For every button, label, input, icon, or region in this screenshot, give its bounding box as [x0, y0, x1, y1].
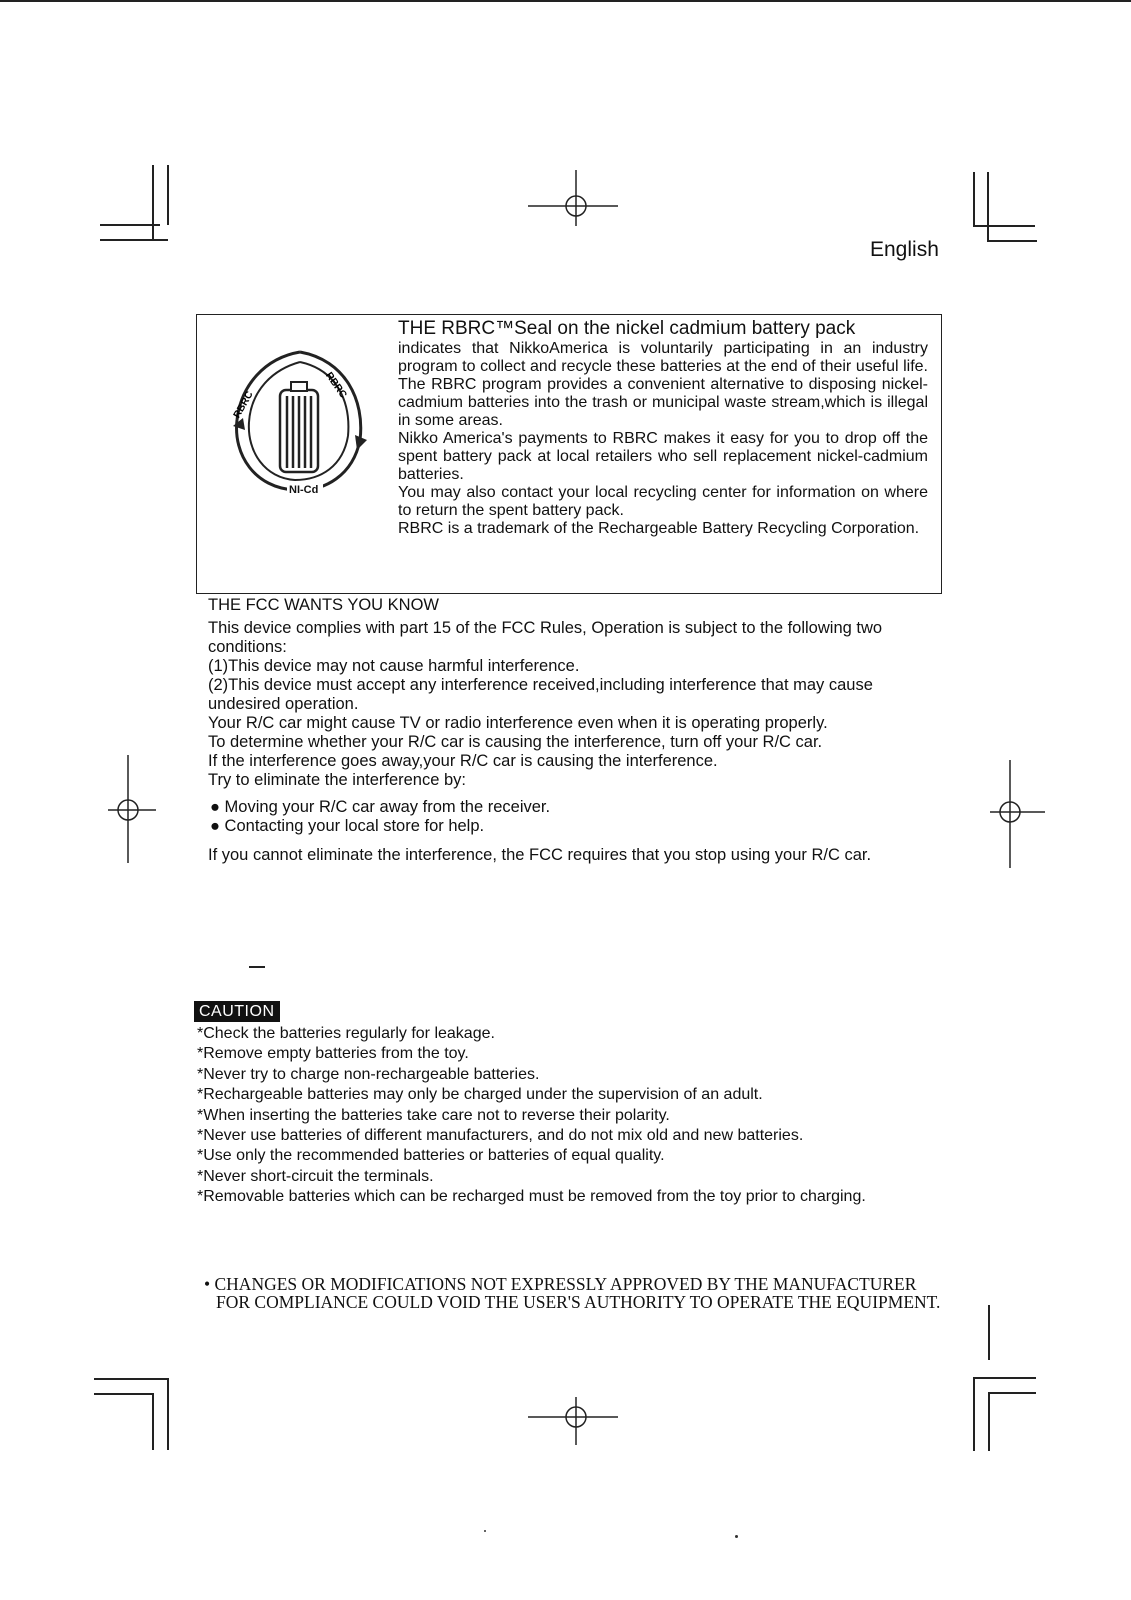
fcc-modification-warning: [202, 1275, 947, 1311]
caution-item: *Never try to charge non-rechargeable batteries.: [197, 1065, 540, 1083]
fcc-condition: (2)This device must accept any interference received,including interference that may cause undesired operation.: [208, 676, 873, 713]
svg-text:RBRC: RBRC: [231, 389, 256, 421]
stray-dot: [735, 1535, 738, 1538]
svg-text:RBRC: RBRC: [323, 370, 349, 401]
rbrc-paragraph: indicates that NikkoAmerica is voluntarily participating in an industry program to collect and recycle these batteries at the end of their useful life. The RBRC program provides a convenient alternative to disposing nickel-cadmium batteries into the trash or municipal waste stream,which is illegal in some areas.: [398, 340, 928, 429]
fcc-section: [208, 596, 940, 865]
caution-item: *Check the batteries regularly for leakage.: [197, 1025, 495, 1042]
fcc-line: Your R/C car might cause TV or radio interference even when it is operating properly.: [208, 714, 828, 732]
caution-list: [197, 1024, 942, 1208]
language-label: English: [870, 238, 939, 261]
registration-mark-right: [990, 760, 1050, 870]
rbrc-seal-icon: [225, 340, 375, 510]
rbrc-paragraph: You may also contact your local recycling center for information on where to return the spent battery pack.: [398, 484, 928, 519]
caution-item: *When inserting the batteries take care not to reverse their polarity.: [197, 1106, 670, 1124]
rbrc-text: [398, 318, 928, 538]
stray-dot: [484, 1530, 486, 1532]
top-border-line: [0, 0, 1131, 2]
caution-item: *Use only the recommended batteries or batteries of equal quality.: [197, 1147, 665, 1165]
stray-dash: [249, 966, 265, 968]
svg-text:NI-Cd: NI-Cd: [289, 484, 319, 496]
caution-item: *Never use batteries of different manufacturers, and do not mix old and new batteries.: [197, 1127, 804, 1145]
fcc-line: To determine whether your R/C car is causing the interference, turn off your R/C car.: [208, 733, 823, 751]
warning-text: • CHANGES OR MODIFICATIONS NOT EXPRESSLY APPROVED BY THE MANUFACTURER FOR COMPLIANCE COULD VOID THE USER'S AUTHORITY TO OPERATE THE EQUIPMENT.: [204, 1274, 941, 1312]
fcc-heading: THE FCC WANTS YOU KNOW: [208, 596, 439, 614]
caution-item: *Never short-circuit the terminals.: [197, 1167, 434, 1185]
registration-mark-bottom: [518, 1395, 628, 1455]
caution-item: *Rechargeable batteries may only be charged under the supervision of an adult.: [197, 1086, 763, 1104]
fcc-intro: This device complies with part 15 of the FCC Rules, Operation is subject to the following two conditions:: [208, 619, 883, 656]
caution-item: *Remove empty batteries from the toy.: [197, 1045, 469, 1063]
caution-item: *Removable batteries which can be recharged must be removed from the toy prior to charging.: [197, 1188, 866, 1206]
rbrc-paragraph: Nikko America's payments to RBRC makes it easy for you to drop off the spent battery pack at local retailers who sell replacement nickel-cadmium batteries.: [398, 430, 928, 483]
fcc-bullet: ● Moving your R/C car away from the receiver.: [210, 798, 551, 816]
registration-mark-left: [108, 755, 158, 865]
rbrc-heading: THE RBRC™Seal on the nickel cadmium battery pack: [398, 318, 856, 339]
caution-label: CAUTION: [194, 1001, 280, 1022]
fcc-condition: (1)This device may not cause harmful interference.: [208, 657, 580, 675]
fcc-line: If the interference goes away,your R/C car is causing the interference.: [208, 752, 718, 770]
fcc-closing: If you cannot eliminate the interference, the FCC requires that you stop using your R/C car.: [208, 846, 872, 864]
rbrc-paragraph: RBRC is a trademark of the Rechargeable Battery Recycling Corporation.: [398, 520, 920, 537]
fcc-line: Try to eliminate the interference by:: [208, 771, 467, 789]
fcc-bullet: ● Contacting your local store for help.: [210, 817, 485, 835]
registration-mark-top: [518, 168, 628, 228]
